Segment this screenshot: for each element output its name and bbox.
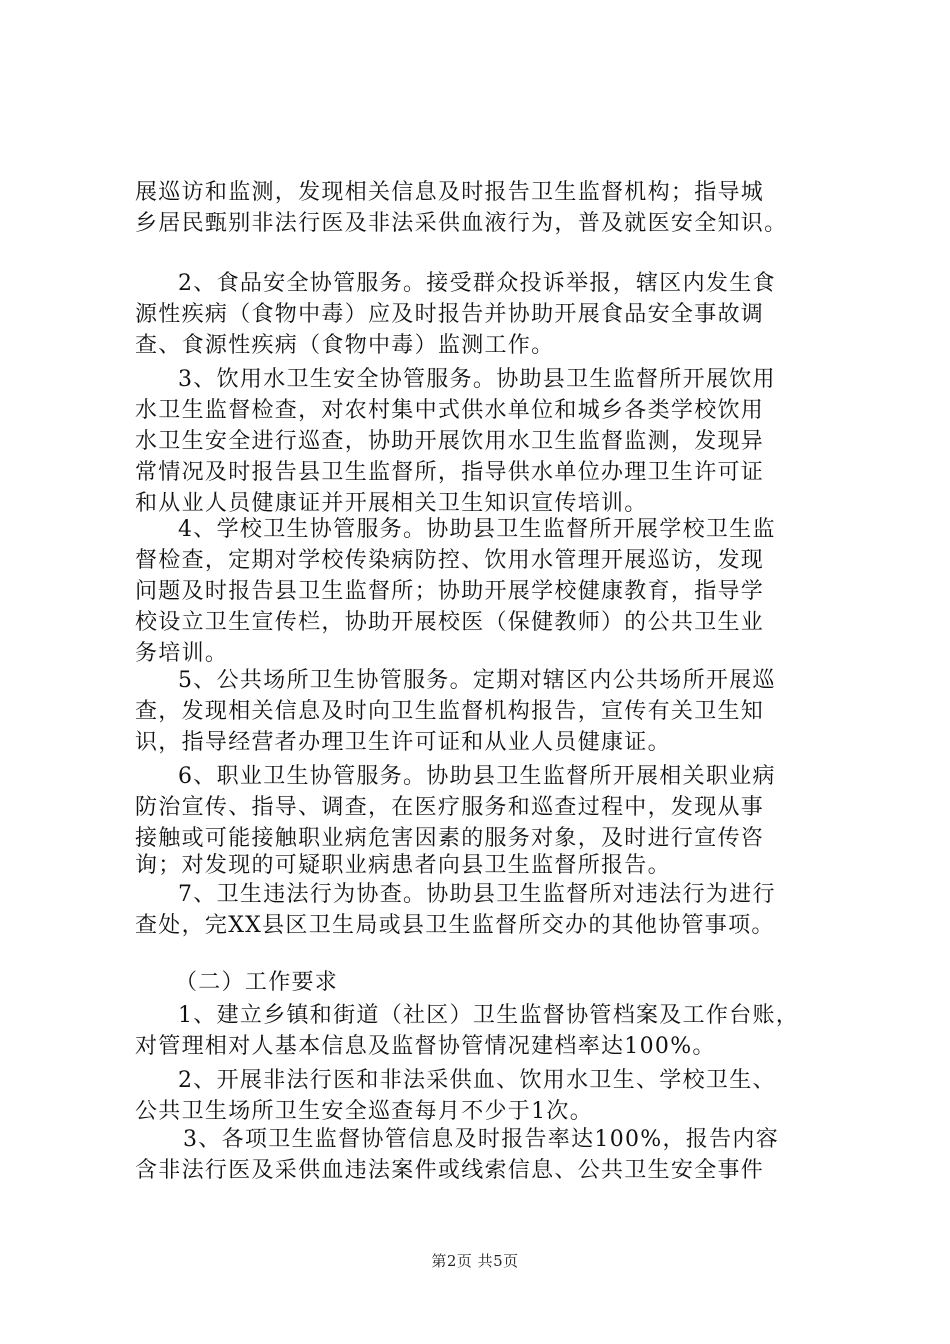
body-text-line: 防治宣传、指导、调查，在医疗服务和巡查过程中，发现从事: [135, 795, 765, 820]
body-text-line: 水卫生监督检查，对农村集中式供水单位和城乡各类学校饮用: [135, 398, 765, 423]
body-text-line: 含非法行医及采供血违法案件或线索信息、公共卫生安全事件: [135, 1158, 765, 1183]
body-text-line: 6、职业卫生协管服务。协助县卫生监督所开展相关职业病: [178, 764, 776, 789]
body-text-line: 识，指导经营者办理卫生许可证和从业人员健康证。: [135, 730, 671, 755]
body-text-line: 接触或可能接触职业病危害因素的服务对象，及时进行宣传咨: [135, 826, 765, 851]
body-text-line: 查，发现相关信息及时向卫生监督机构报告，宣传有关卫生知: [135, 699, 765, 724]
body-text-line: 7、卫生违法行为协查。协助县卫生监督所对违法行为进行: [178, 882, 776, 907]
body-text-line: 督检查，定期对学校传染病防控、饮用水管理开展巡访，发现: [135, 548, 765, 573]
page-number-footer: 第2页 共5页: [431, 1252, 519, 1270]
body-text-line: 2、开展非法行医和非法采供血、饮用水卫生、学校卫生、: [178, 1068, 776, 1093]
body-text-line: 常情况及时报告县卫生监督所，指导供水单位办理卫生许可证: [135, 460, 765, 485]
body-text-line: 3、各项卫生监督协管信息及时报告率达100%，报告内容: [183, 1127, 779, 1152]
body-text-line: 公共卫生场所卫生安全巡查每月不少于1次。: [135, 1099, 593, 1124]
body-text-line: 2、食品安全协管服务。接受群众投诉举报，辖区内发生食: [178, 271, 776, 296]
body-text-line: 5、公共场所卫生协管服务。定期对辖区内公共场所开展巡: [178, 668, 776, 693]
body-text-line: 询；对发现的可疑职业病患者向县卫生监督所报告。: [135, 853, 671, 878]
body-text-line: 和从业人员健康证并开展相关卫生知识宣传培训。: [135, 491, 648, 516]
body-text-line: 对管理相对人基本信息及监督协管情况建档率达100%。: [135, 1034, 716, 1059]
body-text-line: 1、建立乡镇和街道（社区）卫生监督协管档案及工作台账，: [178, 1003, 800, 1028]
body-text-line: 乡居民甄别非法行医及非法采供血液行为，普及就医安全知识。: [135, 211, 788, 236]
body-text-line: 问题及时报告县卫生监督所；协助开展学校健康教育，指导学: [135, 579, 765, 604]
body-text-line: 查处，完XX县区卫生局或县卫生监督所交办的其他协管事项。: [135, 913, 775, 938]
body-text-line: 3、饮用水卫生安全协管服务。协助县卫生监督所开展饮用: [178, 367, 776, 392]
body-text-line: 校设立卫生宣传栏，协助开展校医（保健教师）的公共卫生业: [135, 610, 765, 635]
body-text-line: 展巡访和监测，发现相关信息及时报告卫生监督机构；指导城: [135, 180, 765, 205]
body-text-line: 4、学校卫生协管服务。协助县卫生监督所开展学校卫生监: [178, 517, 776, 542]
body-text-line: 务培训。: [135, 641, 229, 666]
body-text-line: 查、食源性疾病（食物中毒）监测工作。: [135, 333, 555, 358]
section-heading: （二）工作要求: [175, 970, 339, 995]
body-text-line: 源性疾病（食物中毒）应及时报告并协助开展食品安全事故调: [135, 302, 765, 327]
body-text-line: 水卫生安全进行巡查，协助开展饮用水卫生监督监测，发现异: [135, 429, 765, 454]
